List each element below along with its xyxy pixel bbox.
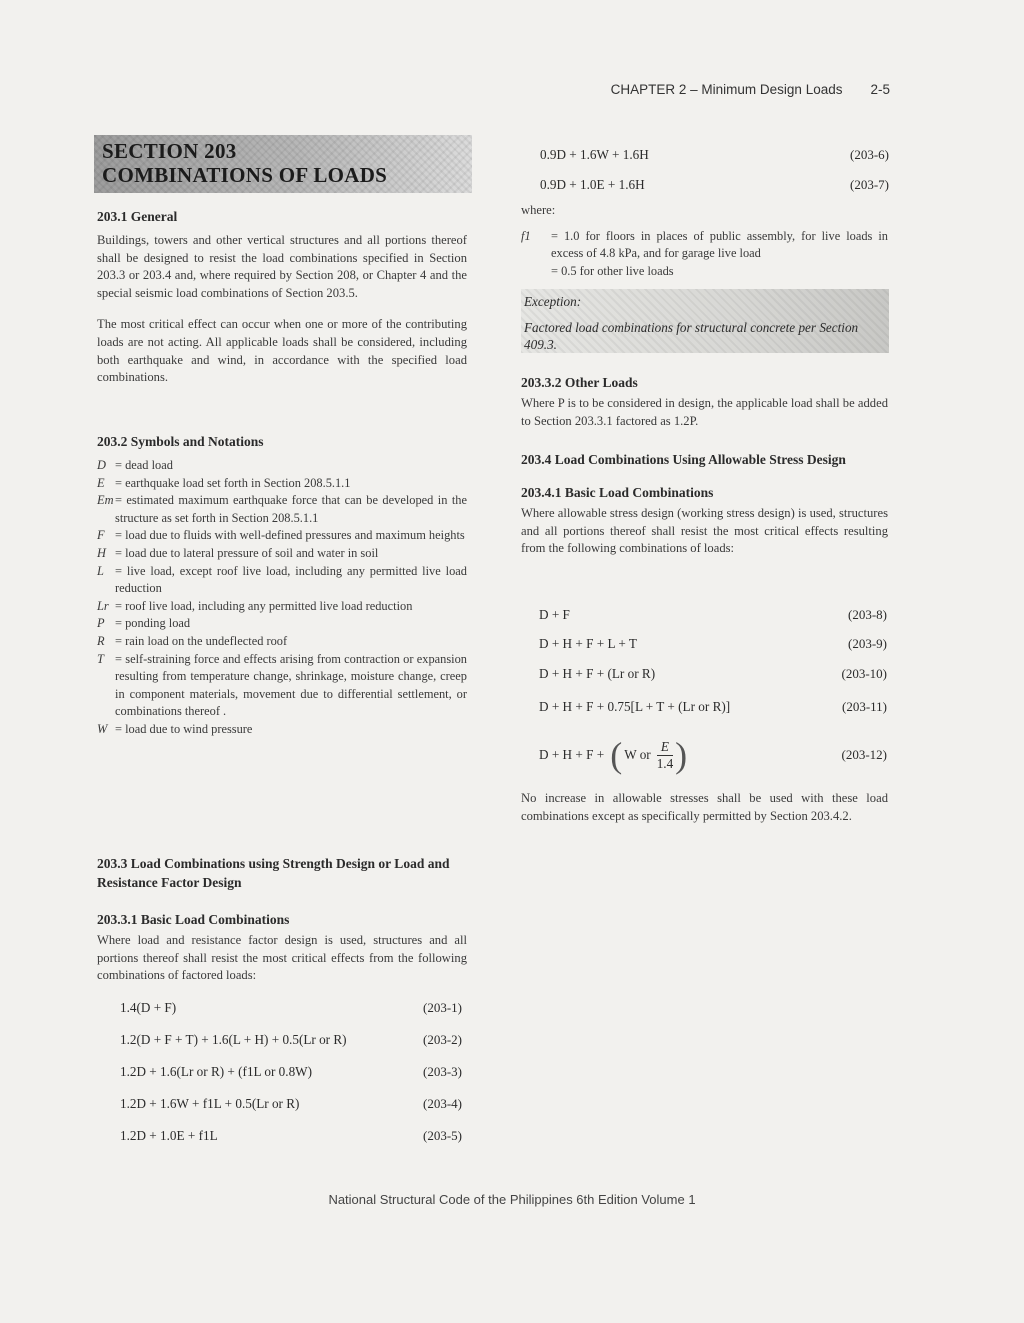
symbols-heading: 203.2 Symbols and Notations <box>97 434 264 449</box>
equations-top <box>540 140 889 200</box>
general-para-1: Buildings, towers and other vertical structures and all portions thereof shall be designed to resist the load combinations specified in Section 203.3 or 203.4 and, where required by Section 208, or Chapter 4 and the special seismic load combinations of Section 203.5. <box>97 233 467 300</box>
definition-item: W = load due to wind pressure <box>97 721 253 736</box>
exception-label: Exception: <box>524 294 582 309</box>
f1-def-2: = 0.5 for other live loads <box>551 263 674 278</box>
general-heading: 203.1 General <box>97 209 178 224</box>
equation-row: 1.2(D + F + T) + 1.6(L + H) + 0.5(Lr or R) (203-2) <box>120 1032 462 1047</box>
equation-row: 1.4(D + F) (203-1) <box>120 1000 462 1015</box>
asd-para: Where allowable stress design (working stress design) is used, structures and all portions thereof shall resist the most critical effects resulting from the following combinations of loads: <box>521 506 888 556</box>
strength-equations <box>120 992 462 1152</box>
other-loads-para: Where P is to be considered in design, the applicable load shall be added to Section 203.3.1 factored as 1.2P. <box>521 396 888 428</box>
asd-sub-heading: 203.4.1 Basic Load Combinations <box>521 485 714 500</box>
where-block <box>521 202 888 280</box>
equation-row-203-12: D + H + F + ( W or E 1.4 ) (203-12) <box>539 735 887 775</box>
general-para-2: The most critical effect can occur when one or more of the contributing loads are not acting. All applicable loads shall be considered, including both earthquake and wind, in accordance with the specified load combinations. <box>97 317 467 385</box>
fraction-E-over-1.4: E 1.4 <box>656 738 674 771</box>
definition-item: Em = estimated maximum earthquake force that can be developed in the structure as set forth in Section 208.5.1.1 <box>97 493 467 525</box>
strength-design-section <box>97 854 467 985</box>
other-loads-heading: 203.3.2 Other Loads <box>521 375 638 390</box>
definition-item: D = dead load <box>97 458 173 472</box>
section-title: COMBINATIONS OF LOADS <box>102 163 388 187</box>
page-header <box>611 82 890 97</box>
closing-section <box>521 790 888 825</box>
equation-row: 0.9D + 1.0E + 1.6H (203-7) <box>540 177 889 192</box>
f1-definition <box>521 228 888 281</box>
chapter-title: CHAPTER 2 – Minimum Design Loads <box>610 82 843 97</box>
equation-row: D + H + F + 0.75[L + T + (Lr or R)] (203-11) <box>539 699 887 714</box>
page-footer: National Structural Code of the Philippines 6th Edition Volume 1 <box>328 1192 696 1207</box>
asd-section <box>521 450 888 558</box>
f1-symbol: f1 <box>521 228 531 243</box>
equation-row: 1.2D + 1.6W + f1L + 0.5(Lr or R) (203-4) <box>120 1096 462 1111</box>
equation-row: 0.9D + 1.6W + 1.6H (203-6) <box>540 147 889 162</box>
section-banner <box>94 135 472 193</box>
f1-def-1: = 1.0 for floors in places of public assembly, for live loads in excess of 4.8 kPa, and for garage live load <box>551 228 888 261</box>
equation-row: D + H + F + (Lr or R) (203-10) <box>539 665 887 681</box>
asd-equations <box>539 600 887 785</box>
asd-heading: 203.4 Load Combinations Using Allowable Stress Design <box>521 452 846 467</box>
definition-item: Lr = roof live load, including any permitted live load reduction <box>97 598 413 613</box>
definitions-list <box>97 457 467 739</box>
general-section <box>97 207 467 387</box>
equation-row: D + H + F + L + T (203-9) <box>539 635 887 651</box>
definition-item: E = earthquake load set forth in Section 208.5.1.1 <box>97 475 351 490</box>
definition-item: R = rain load on the undeflected roof <box>97 633 288 648</box>
exception-text: Factored load combinations for structural concrete per Section 409.3. <box>524 320 859 352</box>
page-number: 2-5 <box>870 82 890 97</box>
definition-item: L = live load, except roof live load, including any permitted live load reduction <box>97 563 467 596</box>
definition-item: F = load due to fluids with well-defined pressures and maximum heights <box>97 528 465 543</box>
equation-row: 1.2D + 1.6(Lr or R) + (f1L or 0.8W) (203-3) <box>120 1064 462 1079</box>
equation-203-12: D + H + F + ( W or E 1.4 ) <box>539 735 688 775</box>
where-label: where: <box>521 203 556 217</box>
basic-combinations-heading: 203.3.1 Basic Load Combinations <box>97 912 290 927</box>
definition-item: T = self-straining force and effects arising from contraction or expansion resulting from temperature change, shrinkage, moisture change, creep in component materials, movement due to differential settlement, or combinations thereof . <box>97 651 467 719</box>
basic-combinations-para: Where load and resistance factor design is used, structures and all portions thereof shall resist the most critical effects from the following combinations of factored loads: <box>97 933 467 983</box>
equation-row: 1.2D + 1.0E + f1L (203-5) <box>120 1128 462 1143</box>
definition-item: H = load due to lateral pressure of soil and water in soil <box>97 545 379 560</box>
equation-row: D + F (203-8) <box>539 606 887 622</box>
symbols-section <box>97 432 467 739</box>
closing-para: No increase in allowable stresses shall be used with these load combinations except as specifically permitted by Section 203.4.2. <box>521 791 888 823</box>
exception-box <box>521 289 889 353</box>
strength-design-heading: 203.3 Load Combinations using Strength Design or Load and Resistance Factor Design <box>97 856 450 890</box>
other-loads-section <box>521 373 888 430</box>
definition-item: P = ponding load <box>97 616 191 631</box>
section-number: SECTION 203 <box>102 139 237 163</box>
